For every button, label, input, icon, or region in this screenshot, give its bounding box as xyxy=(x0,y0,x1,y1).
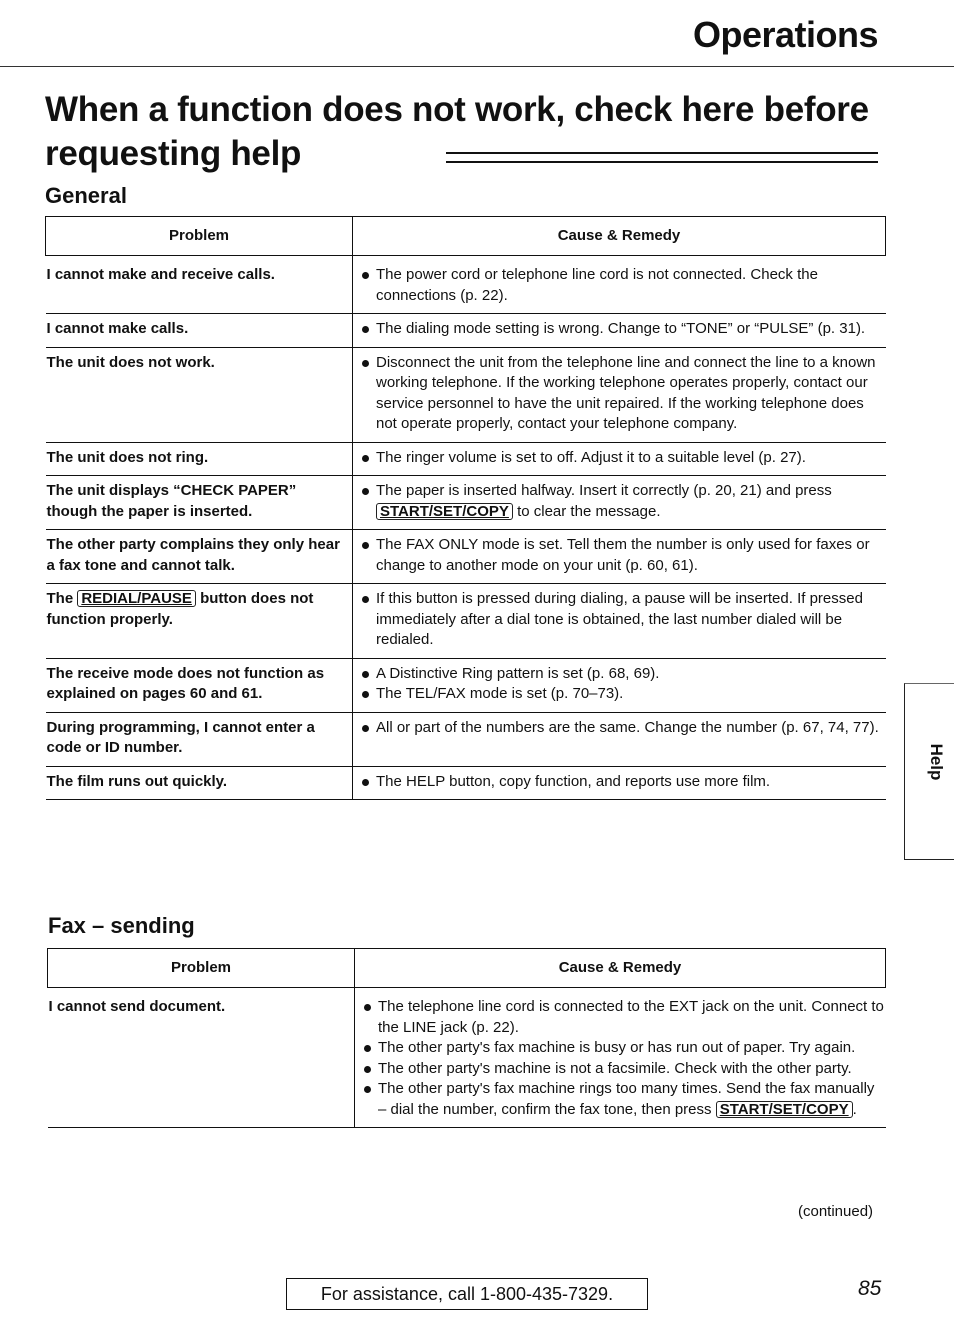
continued-note: (continued) xyxy=(798,1203,874,1220)
table-row xyxy=(46,658,886,712)
problem-cell: The unit does not ring. xyxy=(46,442,353,476)
problem-cell xyxy=(46,584,353,659)
remedy-cell xyxy=(353,712,886,766)
page-title: When a function does not work, check here before requesting help xyxy=(45,90,869,173)
problem-cell: I cannot make calls. xyxy=(46,314,353,348)
remedy-cell xyxy=(353,260,886,314)
remedy-text: The other party's fax machine rings too many times. Send the fax manually – dial the number, confirm the fax tone, then press xyxy=(378,1080,875,1118)
remedy-item: Disconnect the unit from the telephone line and connect the line to a known working telephone. If the working telephone operates properly, contact our service personnel to have the unit repaired. If the working telephone does not operate properly, contact your telephone company. xyxy=(360,353,886,435)
column-header-cause-remedy: Cause & Remedy xyxy=(355,949,886,988)
remedy-cell xyxy=(353,347,886,442)
remedy-cell xyxy=(355,992,886,1128)
redial-pause-key: REDIAL/PAUSE xyxy=(77,590,196,607)
remedy-item: The dialing mode setting is wrong. Change to “TONE” or “PULSE” (p. 31). xyxy=(360,319,886,340)
section-header-title: Operations xyxy=(692,14,878,55)
remedy-item: The other party's fax machine is busy or has run out of paper. Try again. xyxy=(362,1038,886,1059)
problem-cell: I cannot send document. xyxy=(48,992,355,1128)
start-set-copy-key: START/SET/COPY xyxy=(716,1101,853,1118)
remedy-item xyxy=(362,1079,886,1120)
remedy-cell xyxy=(353,476,886,530)
remedy-item: The TEL/FAX mode is set (p. 70–73). xyxy=(360,684,886,705)
table-row xyxy=(46,260,886,314)
fax-sending-section-title: Fax – sending xyxy=(48,913,195,938)
problem-cell: The receive mode does not function as explained on pages 60 and 61. xyxy=(46,658,353,712)
problem-cell: The unit displays “CHECK PAPER” though the paper is inserted. xyxy=(46,476,353,530)
remedy-cell xyxy=(353,314,886,348)
remedy-text: to clear the message. xyxy=(512,502,661,520)
remedy-cell xyxy=(353,442,886,476)
problem-text: The xyxy=(46,590,78,607)
problem-cell: During programming, I cannot enter a code or ID number. xyxy=(46,712,353,766)
remedy-item xyxy=(360,481,886,522)
table-row xyxy=(46,476,886,530)
heading-double-rule xyxy=(446,152,878,163)
remedy-item: The HELP button, copy function, and reports use more film. xyxy=(360,772,886,793)
side-tab-label: Help xyxy=(927,743,946,781)
problem-text: button does not function properly. xyxy=(46,590,314,628)
remedy-item: The other party's machine is not a facsimile. Check with the other party. xyxy=(362,1059,886,1080)
fax-sending-troubleshooting-table xyxy=(47,948,886,1128)
table-row xyxy=(46,766,886,800)
problem-cell: I cannot make and receive calls. xyxy=(46,260,353,314)
general-section-title: General xyxy=(45,183,127,208)
table-row xyxy=(46,530,886,584)
remedy-item: The ringer volume is set to off. Adjust it to a suitable level (p. 27). xyxy=(360,448,886,469)
help-side-tab xyxy=(904,683,954,860)
start-set-copy-key: START/SET/COPY xyxy=(376,503,513,520)
table-row xyxy=(46,314,886,348)
page-number: 85 xyxy=(858,1277,882,1300)
remedy-cell xyxy=(353,584,886,659)
remedy-cell xyxy=(353,530,886,584)
remedy-item: All or part of the numbers are the same. Change the number (p. 67, 74, 77). xyxy=(360,718,886,739)
table-row xyxy=(46,584,886,659)
remedy-item: The FAX ONLY mode is set. Tell them the number is only used for faxes or change to another mode on your unit (p. 60, 61). xyxy=(360,535,886,576)
remedy-item: If this button is pressed during dialing, a pause will be inserted. If pressed immediately after a dial tone is obtained, the last number dialed will be redialed. xyxy=(360,589,886,651)
general-troubleshooting-table xyxy=(45,216,886,800)
header-rule xyxy=(0,66,954,67)
assistance-footer: For assistance, call 1-800-435-7329. xyxy=(286,1278,648,1310)
remedy-item: The telephone line cord is connected to the EXT jack on the unit. Connect to the LINE jack (p. 22). xyxy=(362,997,886,1038)
remedy-cell xyxy=(353,658,886,712)
remedy-text: The paper is inserted halfway. Insert it correctly (p. 20, 21) and press xyxy=(376,482,832,499)
remedy-text: . xyxy=(852,1100,857,1118)
table-row xyxy=(48,992,886,1128)
problem-cell: The film runs out quickly. xyxy=(46,766,353,800)
column-header-cause-remedy: Cause & Remedy xyxy=(353,217,886,256)
remedy-item: A Distinctive Ring pattern is set (p. 68, 69). xyxy=(360,664,886,685)
table-row xyxy=(46,442,886,476)
table-row xyxy=(46,712,886,766)
table-row xyxy=(46,347,886,442)
column-header-problem: Problem xyxy=(46,217,353,256)
problem-cell: The unit does not work. xyxy=(46,347,353,442)
column-header-problem: Problem xyxy=(48,949,355,988)
problem-cell: The other party complains they only hear a fax tone and cannot talk. xyxy=(46,530,353,584)
remedy-cell xyxy=(353,766,886,800)
remedy-item: The power cord or telephone line cord is not connected. Check the connections (p. 22). xyxy=(360,265,886,306)
